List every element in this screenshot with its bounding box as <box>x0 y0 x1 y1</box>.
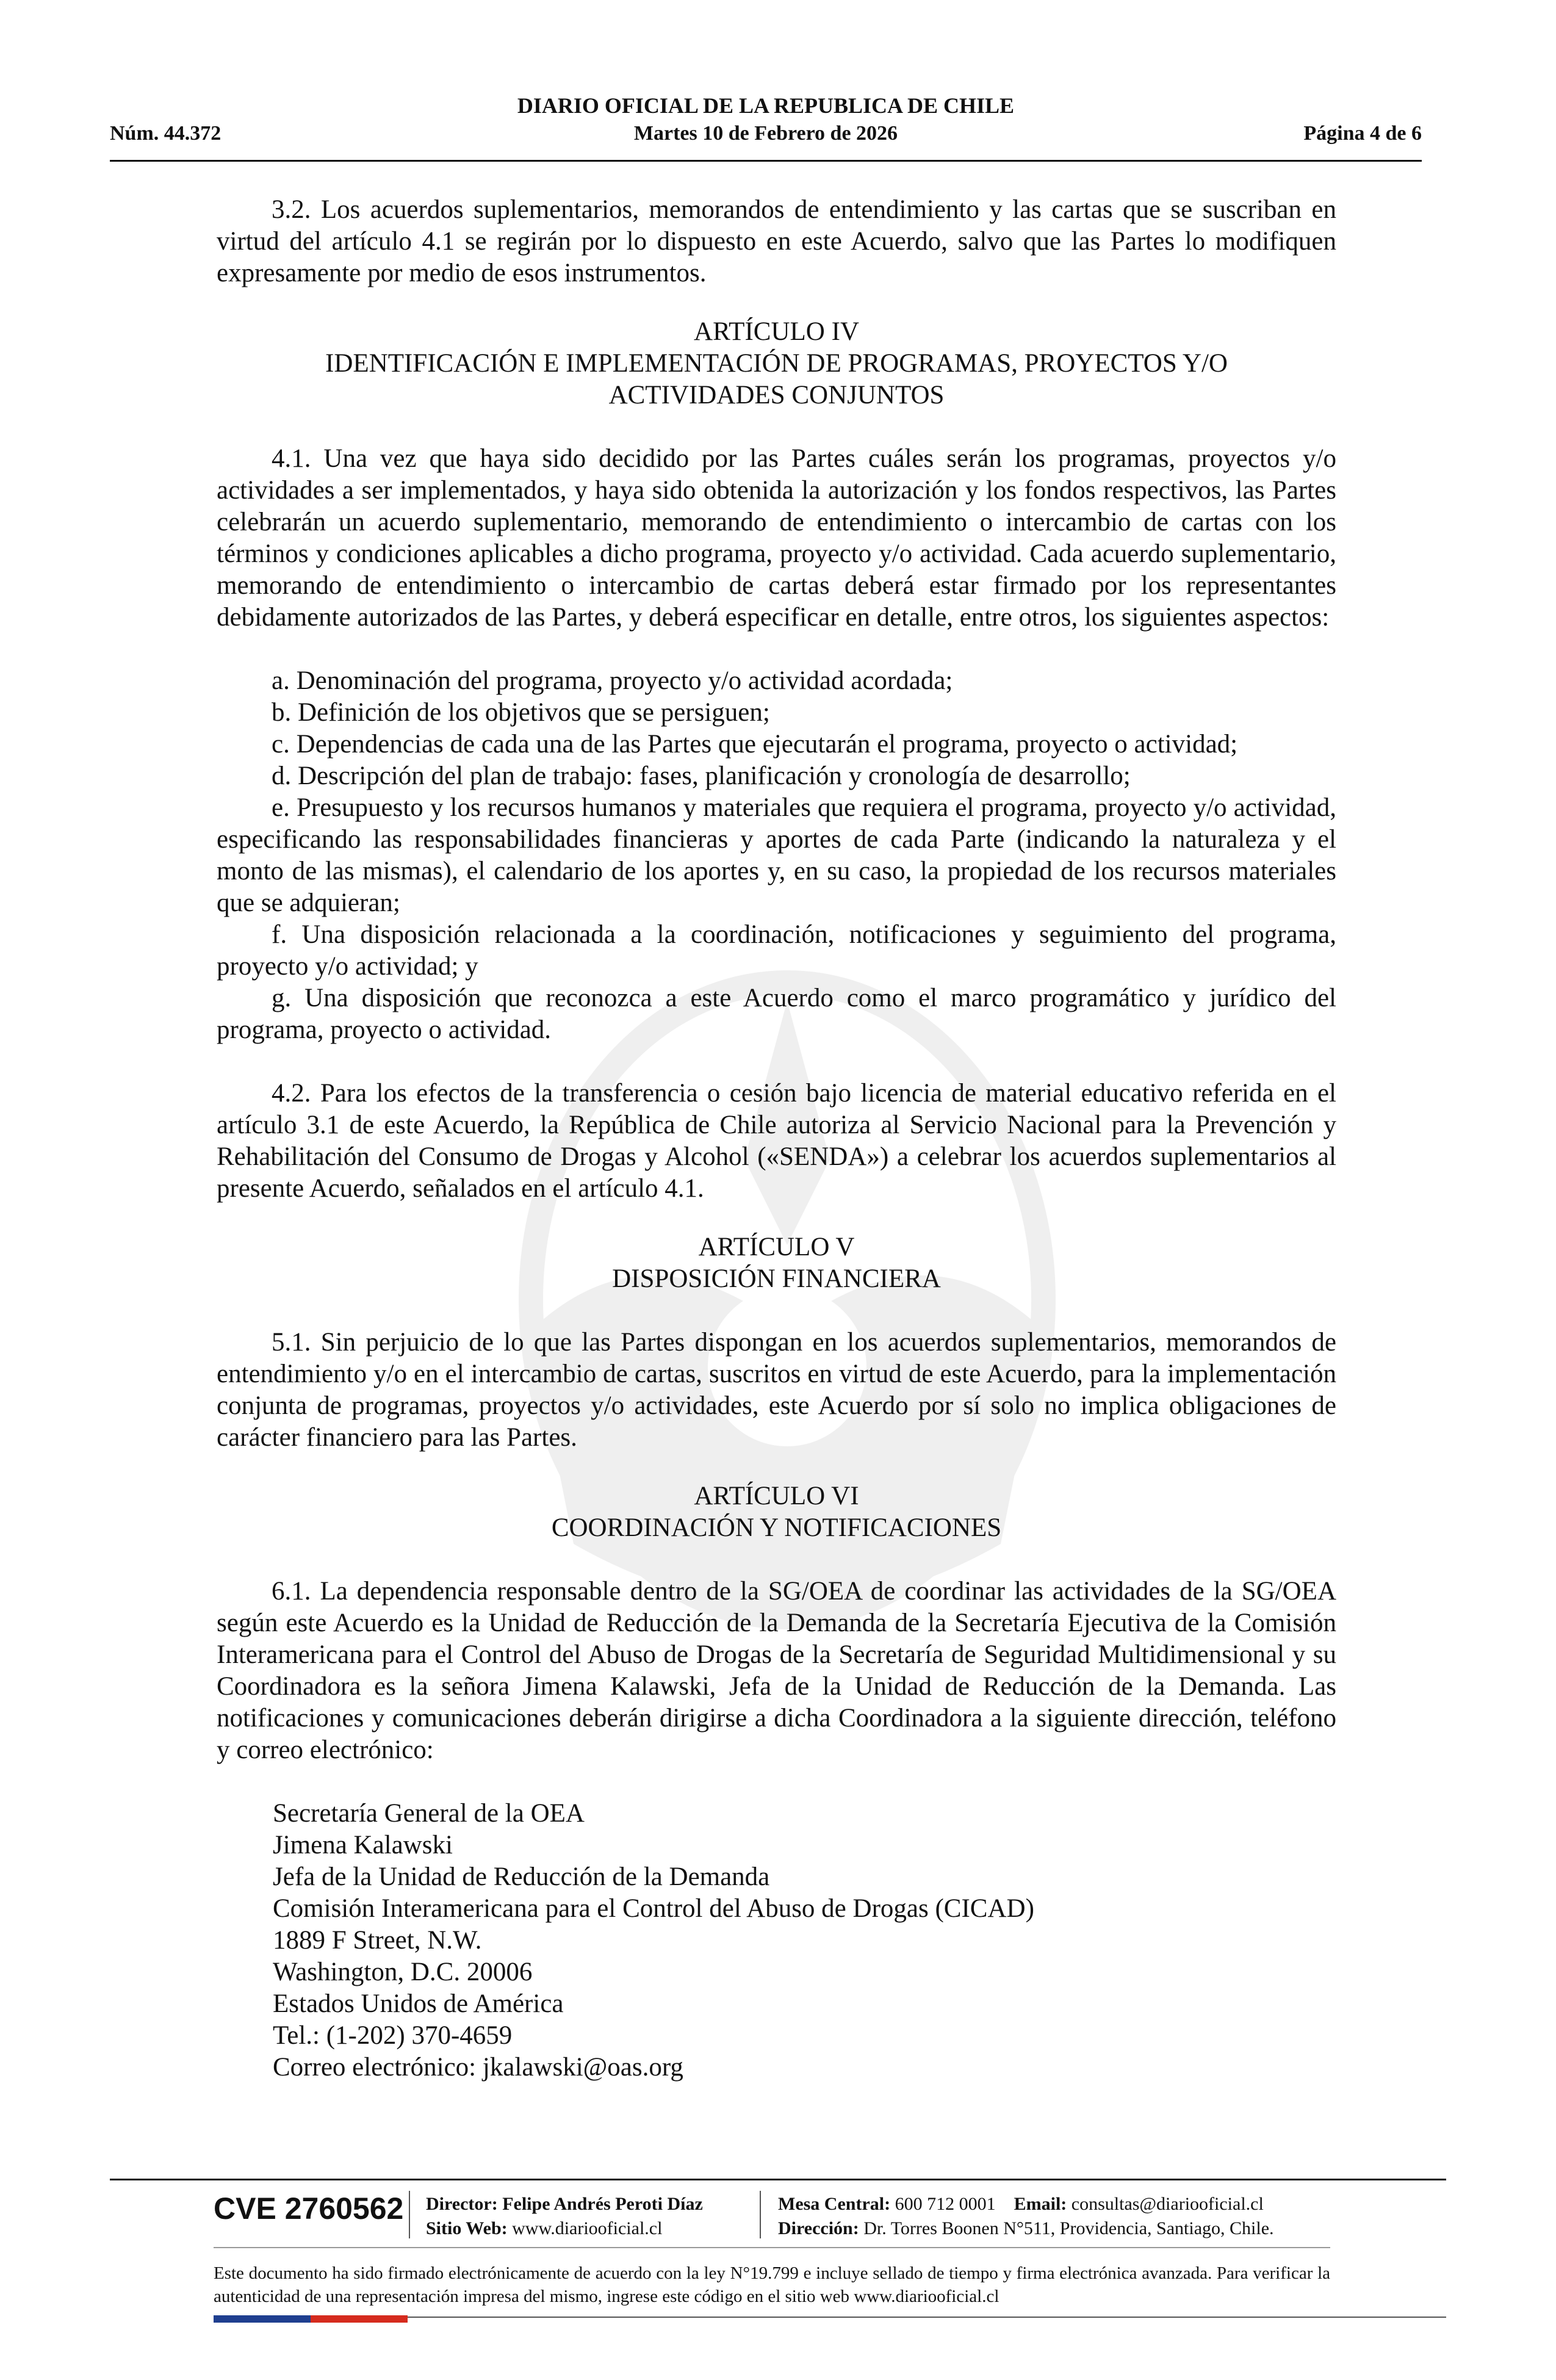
chile-flag-stripe <box>214 2315 408 2323</box>
address-line: Jefa de la Unidad de Reducción de la Demanda <box>273 1863 770 1891</box>
paragraph-4-2: 4.2. Para los efectos de la transferencia o cesión bajo licencia de material educativo referida en el artículo 3.1 de este Acuerdo, la República de Chile autoriza al Servicio Nacional para la Prevención y Rehabilitación del Consumo de Drogas y Alcohol («SENDA») a celebrar los acuerdos suplementarios al presente Acuerdo, señalados en el artículo 4.1. <box>217 1079 1336 1203</box>
director-label: Director: <box>426 2194 498 2214</box>
email-label: Email: <box>1014 2194 1067 2214</box>
address-line: Estados Unidos de América <box>273 1989 564 2018</box>
article-4-title: ARTÍCULO IV <box>694 317 859 346</box>
mesa-phone: 600 712 0001 <box>895 2194 996 2214</box>
list-item-b: b. Definición de los objetivos que se persiguen; <box>272 698 770 727</box>
aspects-list <box>217 665 1336 1046</box>
direccion-value: Dr. Torres Boonen N°511, Providencia, Santiago, Chile. <box>863 2218 1274 2238</box>
article-6-title: ARTÍCULO VI <box>694 1482 859 1510</box>
footer-director-block <box>426 2192 703 2241</box>
legal-notice: Este documento ha sido firmado electrónicamente de acuerdo con la ley N°19.799 e incluye sellado de tiempo y firma electrónica avanzada. Para verificar la autenticidad de una representación impresa del mismo, ingrese este código en el sitio web www.diariooficial.cl <box>214 2263 1330 2306</box>
address-line: Secretaría General de la OEA <box>273 1799 585 1828</box>
page-header <box>110 93 1422 162</box>
flag-red-stripe <box>311 2315 408 2323</box>
list-item-a: a. Denominación del programa, proyecto y/o actividad acordada; <box>272 666 953 695</box>
paragraph-5-1: 5.1. Sin perjuicio de lo que las Partes dispongan en los acuerdos suplementarios, memorandos de entendimiento y/o en el intercambio de cartas, suscritos en virtud de este Acuerdo, para la implementación conjunta de programas, proyectos y/o actividades, este Acuerdo por sí solo no implica obligaciones de carácter financiero para las Partes. <box>217 1328 1336 1452</box>
list-item-c: c. Dependencias de cada una de las Partes que ejecutarán el programa, proyecto o actividad; <box>272 730 1238 759</box>
footer-inner-divider <box>214 2247 1330 2248</box>
address-line: Tel.: (1-202) 370-4659 <box>273 2021 513 2050</box>
footer-separator <box>760 2191 761 2238</box>
article-4-subtitle-line-1: IDENTIFICACIÓN E IMPLEMENTACIÓN DE PROGRAMAS, PROYECTOS Y/O <box>325 349 1228 378</box>
article-4-heading <box>217 316 1336 411</box>
contact-address <box>217 1798 1336 2083</box>
website-link[interactable]: www.diariooficial.cl <box>512 2218 663 2238</box>
address-line: 1889 F Street, N.W. <box>273 1926 482 1955</box>
direccion-label: Dirección: <box>778 2218 859 2238</box>
footer-contact-block <box>778 2192 1274 2241</box>
article-6-heading <box>217 1480 1336 1544</box>
footer-separator <box>409 2191 410 2238</box>
list-item-f: f. Una disposición relacionada a la coordinación, notificaciones y seguimiento del programa, proyecto y/o actividad; y <box>217 920 1336 981</box>
article-5-title: ARTÍCULO V <box>698 1233 855 1261</box>
newspaper-title: DIARIO OFICIAL DE LA REPUBLICA DE CHILE <box>517 93 1015 118</box>
footer-divider <box>110 2179 1446 2180</box>
article-5-subtitle: DISPOSICIÓN FINANCIERA <box>612 1264 941 1293</box>
address-line: Comisión Interamericana para el Control del Abuso de Drogas (CICAD) <box>273 1894 1034 1923</box>
mesa-label: Mesa Central: <box>778 2194 891 2214</box>
list-item-d: d. Descripción del plan de trabajo: fases, planificación y cronología de desarrollo; <box>272 762 1131 790</box>
paragraph-3-2: 3.2. Los acuerdos suplementarios, memorandos de entendimiento y las cartas que se suscriban en virtud del artículo 4.1 se regirán por lo dispuesto en este Acuerdo, salvo que las Partes lo modifiquen expresamente por medio de esos instrumentos. <box>217 195 1336 287</box>
address-line: Washington, D.C. 20006 <box>273 1958 533 1986</box>
article-5-heading <box>217 1231 1336 1295</box>
website-label: Sitio Web: <box>426 2218 508 2238</box>
article-4-subtitle-line-2: ACTIVIDADES CONJUNTOS <box>608 381 945 409</box>
address-line: Jimena Kalawski <box>273 1831 453 1859</box>
address-email-line: Correo electrónico: jkalawski@oas.org <box>273 2053 683 2082</box>
document-body <box>217 194 1336 2083</box>
email-link[interactable]: consultas@diariooficial.cl <box>1071 2194 1264 2214</box>
paragraph-6-1: 6.1. La dependencia responsable dentro de la SG/OEA de coordinar las actividades de la SG/OEA según este Acuerdo es la Unidad de Reducción de la Demanda de la Secretaría Ejecutiva de la Comisión Interamericana para el Control del Abuso de Drogas de la Secretaría de Seguridad Multidimensional y su Coordinadora es la señora Jimena Kalawski, Jefa de la Unidad de Reducción de la Demanda. Las notificaciones y comunicaciones deberán dirigirse a dicha Coordinadora a la siguiente dirección, teléfono y correo electrónico: <box>217 1577 1336 1764</box>
director-name: Felipe Andrés Peroti Díaz <box>502 2194 703 2214</box>
list-item-e: e. Presupuesto y los recursos humanos y materiales que requiera el programa, proyecto y/o actividad, especificando las responsabilidades financieras y aportes de cada Parte (indicando la naturaleza y el monto de las mismas), el calendario de los aportes y, en su caso, la propiedad de los recursos materiales que se adquieran; <box>217 793 1336 917</box>
issue-number: Núm. 44.372 <box>110 122 222 145</box>
flag-blue-stripe <box>214 2315 311 2323</box>
list-item-g: g. Una disposición que reconozca a este Acuerdo como el marco programático y jurídico del programa, proyecto o actividad. <box>217 984 1336 1044</box>
issue-date: Martes 10 de Febrero de 2026 <box>633 122 898 145</box>
paragraph-4-1: 4.1. Una vez que haya sido decidido por las Partes cuáles serán los programas, proyectos y/o actividades a ser implementados, y haya sido obtenida la autorización y los fondos respectivos, las Partes celebrarán un acuerdo suplementario, memorando de entendimiento o intercambio de cartas con los términos y condiciones aplicables a dicho programa, proyecto y/o actividad. Cada acuerdo suplementario, memorando de entendimiento o intercambio de cartas deberá estar firmado por los representantes debidamente autorizados de las Partes, y deberá especificar en detalle, entre otros, los siguientes aspectos: <box>217 444 1336 632</box>
page-number: Página 4 de 6 <box>1303 122 1422 145</box>
cve-code: CVE 2760562 <box>214 2191 404 2226</box>
article-6-subtitle: COORDINACIÓN Y NOTIFICACIONES <box>551 1513 1002 1542</box>
